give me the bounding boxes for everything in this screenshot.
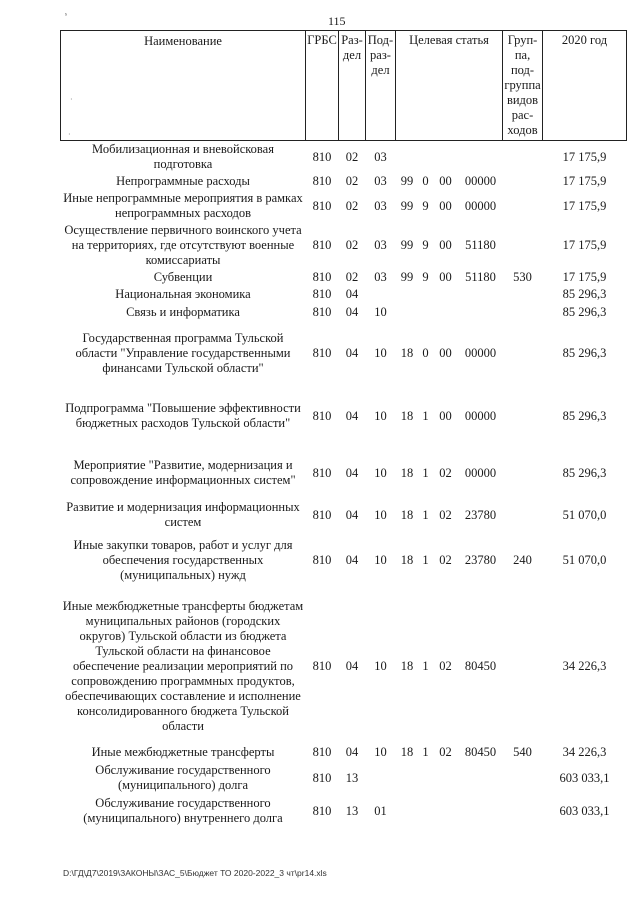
row-target-direction: 00000 — [464, 408, 497, 423]
row-expense-group — [503, 385, 543, 447]
table-row — [61, 743, 627, 761]
row-razdel: 04 — [345, 304, 359, 319]
row-expense-group — [503, 303, 543, 321]
row-target-program: 18 — [400, 658, 414, 673]
table-row — [61, 385, 627, 447]
row-amount-2020: 85 296,3 — [562, 287, 607, 301]
row-razdel: 04 — [345, 465, 359, 480]
header-podrazdel: Под-раз-дел — [366, 31, 396, 141]
row-target-program: 99 — [400, 174, 414, 188]
header-grbs: ГРБС — [306, 31, 339, 141]
row-target-program: 99 — [400, 198, 414, 213]
row-expense-group — [503, 141, 543, 174]
row-target-subprogram: 0 — [422, 345, 429, 360]
row-grbs: 810 — [312, 304, 332, 319]
row-amount-2020: 51 070,0 — [562, 507, 607, 522]
table-row — [61, 321, 627, 385]
row-razdel: 02 — [345, 149, 359, 164]
row-razdel: 02 — [345, 270, 359, 284]
header-target-article: Целевая статья — [396, 31, 503, 141]
row-name: Иные непрограммные мероприятия в рамках непрограммных расходов — [63, 191, 303, 220]
row-grbs: 810 — [312, 803, 332, 818]
row-razdel: 13 — [345, 803, 359, 818]
row-razdel: 13 — [345, 770, 359, 785]
row-expense-group: 540 — [513, 744, 532, 759]
row-name: Иные межбюджетные трансферты бюджетам муниципальных районов (городских округов) Тульской области из бюджета Тульской области на финансовое обеспечение реализации мероприятий по сопровождению программных продуктов, обеспечивающих составление и исполнение консолидированного бюджета Тульской области — [62, 598, 304, 733]
row-target-event: 00 — [439, 408, 452, 423]
row-target-program — [396, 761, 419, 795]
row-grbs: 810 — [312, 465, 332, 480]
row-name: Мероприятие "Развитие, модернизация и сопровождение информационных систем" — [70, 458, 296, 487]
table-row — [61, 761, 627, 795]
row-target-direction — [459, 795, 503, 827]
row-grbs: 810 — [312, 552, 332, 567]
row-amount-2020: 85 296,3 — [562, 304, 607, 319]
row-target-program — [396, 795, 419, 827]
row-target-event: 00 — [439, 198, 452, 213]
row-target-event: 00 — [439, 174, 452, 188]
row-expense-group — [503, 795, 543, 827]
row-name: Иные межбюджетные трансферты — [91, 744, 275, 759]
row-grbs: 810 — [312, 744, 332, 759]
row-expense-group — [503, 499, 543, 531]
row-expense-group — [503, 761, 543, 795]
row-target-direction: 00000 — [464, 174, 497, 188]
row-amount-2020: 85 296,3 — [562, 345, 607, 360]
row-podrazdel: 03 — [374, 174, 387, 188]
file-path-footer: D:\ГД\Д7\2019\ЗАКОНЫ\ЗАС_5\Бюджет ТО 2020-2022_3 чт\pr14.xls — [63, 868, 327, 878]
table-row — [61, 531, 627, 589]
row-name: Связь и информатика — [126, 304, 240, 319]
table-row — [61, 303, 627, 321]
row-target-program: 18 — [400, 408, 414, 423]
row-podrazdel: 10 — [374, 744, 387, 759]
row-target-event — [433, 761, 459, 795]
table-row — [61, 190, 627, 222]
row-target-event — [433, 141, 459, 174]
row-target-event: 02 — [439, 552, 452, 567]
row-grbs: 810 — [312, 238, 332, 252]
row-amount-2020: 603 033,1 — [559, 770, 610, 785]
row-target-direction — [459, 286, 503, 303]
row-podrazdel: 10 — [374, 658, 387, 673]
row-amount-2020: 51 070,0 — [562, 552, 607, 567]
row-target-subprogram — [419, 286, 433, 303]
row-name: Иные закупки товаров, работ и услуг для обеспечения государственных (муниципальных) нужд — [73, 537, 293, 582]
row-target-direction: 00000 — [464, 345, 497, 360]
row-amount-2020: 603 033,1 — [559, 803, 610, 818]
row-expense-group — [503, 447, 543, 499]
row-target-subprogram — [419, 795, 433, 827]
row-target-direction: 23780 — [464, 552, 497, 567]
row-target-program: 99 — [400, 270, 414, 284]
row-grbs: 810 — [312, 149, 332, 164]
row-podrazdel: 10 — [374, 552, 387, 567]
row-target-direction: 51180 — [465, 238, 496, 252]
row-name: Государственная программа Тульской области "Управление государственными финансами Тульской области" — [75, 330, 291, 375]
scan-speck: · — [70, 95, 73, 104]
row-name: Непрограммные расходы — [116, 174, 250, 188]
row-expense-group — [503, 190, 543, 222]
row-target-direction: 00000 — [464, 465, 497, 480]
budget-table — [60, 30, 627, 827]
row-target-program: 18 — [400, 345, 414, 360]
row-amount-2020: 85 296,3 — [562, 408, 607, 423]
row-target-subprogram: 1 — [422, 744, 429, 759]
scan-speck: · — [68, 130, 71, 139]
row-podrazdel: 10 — [374, 345, 387, 360]
row-podrazdel — [366, 286, 396, 303]
row-grbs: 810 — [312, 345, 332, 360]
row-podrazdel: 10 — [374, 304, 387, 319]
row-target-subprogram: 9 — [422, 238, 429, 252]
row-target-program: 18 — [400, 744, 414, 759]
row-razdel: 04 — [345, 408, 359, 423]
row-name: Субвенции — [153, 270, 213, 284]
row-target-program — [396, 303, 419, 321]
row-target-subprogram — [419, 303, 433, 321]
row-target-subprogram: 0 — [422, 174, 429, 188]
row-target-direction — [459, 303, 503, 321]
row-name: Мобилизационная и вневойсковая подготовка — [92, 142, 274, 171]
row-target-direction: 80450 — [464, 658, 497, 673]
table-row — [61, 173, 627, 190]
row-razdel: 02 — [345, 198, 359, 213]
row-target-event — [433, 286, 459, 303]
row-grbs: 810 — [312, 270, 332, 284]
row-target-direction: 00000 — [464, 198, 497, 213]
scan-mark: ˢ — [65, 10, 67, 20]
row-target-event — [433, 795, 459, 827]
row-amount-2020: 17 175,9 — [562, 174, 607, 188]
row-grbs: 810 — [312, 507, 332, 522]
row-name: Осуществление первичного воинского учета на территориях, где отсутствуют военные комиссариаты — [64, 223, 302, 267]
row-target-subprogram: 9 — [422, 198, 429, 213]
row-target-subprogram: 1 — [422, 658, 429, 673]
row-expense-group — [503, 286, 543, 303]
row-expense-group — [503, 222, 543, 269]
row-target-event: 02 — [439, 507, 452, 522]
row-target-program: 18 — [400, 507, 414, 522]
row-target-event — [433, 303, 459, 321]
row-expense-group — [503, 321, 543, 385]
table-row — [61, 795, 627, 827]
row-name: Национальная экономика — [115, 287, 251, 301]
header-expense-group: Груп-па, под-группа видов рас-ходов — [503, 31, 543, 141]
row-target-program: 99 — [400, 238, 414, 252]
row-amount-2020: 17 175,9 — [562, 149, 607, 164]
table-row — [61, 499, 627, 531]
header-name: Наименование — [61, 31, 306, 141]
row-target-subprogram: 1 — [422, 507, 429, 522]
row-razdel: 04 — [345, 744, 359, 759]
row-target-subprogram: 1 — [422, 465, 429, 480]
row-podrazdel: 03 — [374, 198, 387, 213]
row-name: Развитие и модернизация информационных систем — [66, 500, 300, 529]
row-target-event: 02 — [439, 658, 452, 673]
row-target-event: 02 — [439, 465, 452, 480]
row-grbs: 810 — [312, 174, 332, 188]
row-target-subprogram — [419, 761, 433, 795]
row-amount-2020: 17 175,9 — [562, 238, 607, 252]
row-target-program: 18 — [400, 552, 414, 567]
row-expense-group: 530 — [513, 270, 532, 284]
row-amount-2020: 85 296,3 — [562, 465, 607, 480]
row-name: Обслуживание государственного (муниципального) внутреннего долга — [83, 796, 283, 825]
row-razdel: 04 — [345, 552, 359, 567]
row-target-direction — [459, 761, 503, 795]
row-target-event: 00 — [439, 345, 452, 360]
table-row — [61, 222, 627, 269]
row-podrazdel: 03 — [374, 270, 387, 284]
row-grbs: 810 — [312, 408, 332, 423]
row-amount-2020: 17 175,9 — [562, 270, 607, 284]
header-year-2020: 2020 год — [543, 31, 627, 141]
row-amount-2020: 34 226,3 — [562, 658, 607, 673]
table-row — [61, 589, 627, 743]
table-row — [61, 447, 627, 499]
row-razdel: 04 — [345, 345, 359, 360]
row-target-subprogram: 9 — [422, 270, 429, 284]
row-amount-2020: 17 175,9 — [562, 198, 607, 213]
row-podrazdel: 03 — [374, 149, 387, 164]
row-target-event: 00 — [439, 270, 452, 284]
row-target-direction: 80450 — [464, 744, 497, 759]
row-target-event: 02 — [439, 744, 452, 759]
page-number: 115 — [328, 14, 346, 28]
row-razdel: 04 — [345, 658, 359, 673]
row-razdel: 04 — [345, 507, 359, 522]
row-expense-group — [503, 589, 543, 743]
row-target-program: 18 — [400, 465, 414, 480]
row-podrazdel — [366, 761, 396, 795]
row-grbs: 810 — [312, 658, 332, 673]
table-body — [61, 141, 627, 828]
row-razdel: 02 — [345, 238, 359, 252]
header-razdel: Раз-дел — [339, 31, 366, 141]
row-podrazdel: 01 — [374, 803, 387, 818]
row-expense-group — [503, 173, 543, 190]
row-target-subprogram — [419, 141, 433, 174]
row-podrazdel: 10 — [374, 507, 387, 522]
row-razdel: 02 — [345, 174, 359, 188]
row-amount-2020: 34 226,3 — [562, 744, 607, 759]
row-grbs: 810 — [312, 198, 332, 213]
row-podrazdel: 03 — [374, 238, 387, 252]
row-grbs: 810 — [312, 287, 332, 301]
row-target-program — [396, 141, 419, 174]
row-podrazdel: 10 — [374, 408, 387, 423]
row-target-program — [396, 286, 419, 303]
row-podrazdel: 10 — [374, 465, 387, 480]
table-row — [61, 286, 627, 303]
row-razdel: 04 — [345, 287, 359, 301]
row-target-direction: 23780 — [464, 507, 497, 522]
row-name: Обслуживание государственного (муниципального) долга — [95, 763, 271, 792]
row-target-subprogram: 1 — [422, 408, 429, 423]
table-row — [61, 141, 627, 174]
row-expense-group: 240 — [513, 552, 532, 567]
table-header — [61, 31, 627, 141]
row-target-direction — [459, 141, 503, 174]
row-target-subprogram: 1 — [422, 552, 429, 567]
row-name: Подпрограмма "Повышение эффективности бюджетных расходов Тульской области" — [65, 401, 301, 430]
row-grbs: 810 — [312, 770, 332, 785]
table-row — [61, 269, 627, 286]
row-target-event: 00 — [439, 238, 452, 252]
row-target-direction: 51180 — [465, 270, 496, 284]
